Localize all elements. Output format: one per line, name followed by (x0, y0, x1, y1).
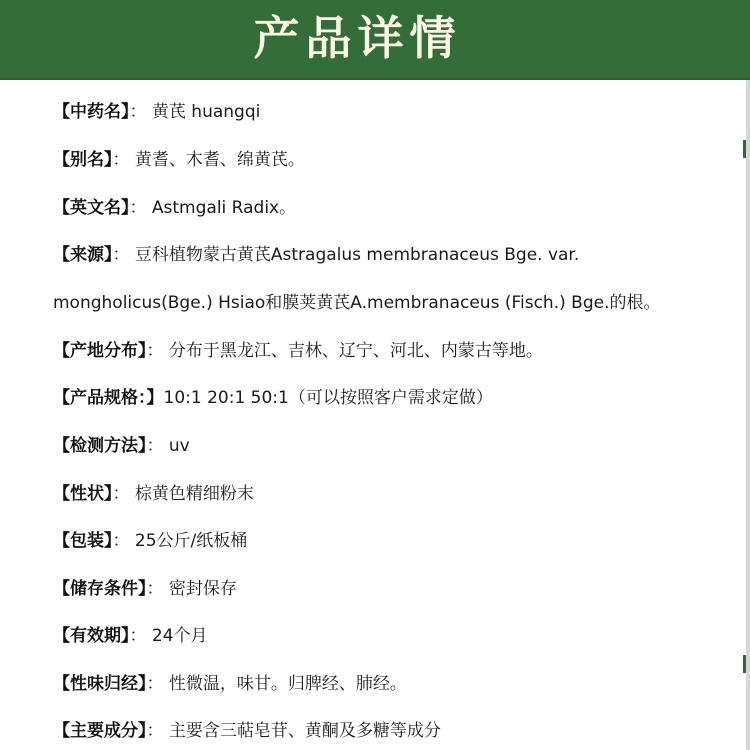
field-line-herb-name (53, 100, 260, 124)
field-line-packaging (53, 529, 247, 553)
field-label: 【来源】 (53, 245, 113, 265)
field-line-properties (53, 672, 407, 696)
field-line-specification (53, 386, 493, 410)
field-value: 10:1 20:1 50:1（可以按照客户需求定做） (163, 388, 493, 408)
field-value: ： 黄耆、木耆、绵黄芪。 (112, 150, 305, 170)
field-line-source-continued (53, 291, 660, 315)
header-banner (0, 0, 750, 80)
field-label: 【产品规格：】 (53, 388, 164, 408)
field-value: ： 25公斤/纸板桶 (112, 531, 248, 551)
field-line-origin (53, 339, 543, 363)
field-line-alias (53, 148, 305, 172)
field-value: ： 黄芪 huangqi (129, 102, 261, 122)
field-value: ： 密封保存 (146, 579, 237, 599)
field-line-test-method (53, 434, 190, 458)
field-value: ： 分布于黑龙江、吉林、辽宁、河北、内蒙古等地。 (146, 341, 543, 361)
field-label: 【中药名】 (53, 102, 130, 122)
field-label: 【产地分布】 (53, 341, 147, 361)
field-line-appearance (53, 482, 254, 506)
field-value: ： 性微温，味甘。归脾经、肺经。 (146, 674, 407, 694)
right-marker (743, 140, 746, 158)
field-label: 【包装】 (53, 531, 113, 551)
field-label: 【英文名】 (53, 198, 130, 218)
field-label: 【性味归经】 (53, 674, 147, 694)
field-label: 【主要成分】 (53, 721, 147, 741)
field-value: mongholicus(Bge.) Hsiao和膜荚黄芪A.membranaceus (Fisch.) Bge.的根。 (53, 293, 661, 313)
field-label: 【检测方法】 (53, 436, 147, 456)
field-value: ： 棕黄色精细粉末 (112, 484, 254, 504)
field-line-storage (53, 577, 237, 601)
field-value: ： 24个月 (129, 626, 208, 646)
field-line-main-ingredients (53, 719, 441, 743)
field-value: ： Astmgali Radix。 (129, 198, 297, 218)
page-title: 产品详情 (253, 11, 462, 65)
field-value: ： 豆科植物蒙古黄芪Astragalus membranaceus Bge. var. (112, 245, 580, 265)
right-marker (743, 655, 746, 673)
field-value: ： 主要含三萜皂苷、黄酮及多糖等成分 (146, 721, 441, 741)
field-value: ： uv (146, 436, 190, 456)
right-border (746, 80, 750, 750)
field-label: 【有效期】 (53, 626, 130, 646)
field-line-source (53, 243, 579, 267)
field-line-english-name (53, 196, 296, 220)
field-label: 【别名】 (53, 150, 113, 170)
field-line-shelf-life (53, 624, 208, 648)
field-label: 【性状】 (53, 484, 113, 504)
field-label: 【储存条件】 (53, 579, 147, 599)
